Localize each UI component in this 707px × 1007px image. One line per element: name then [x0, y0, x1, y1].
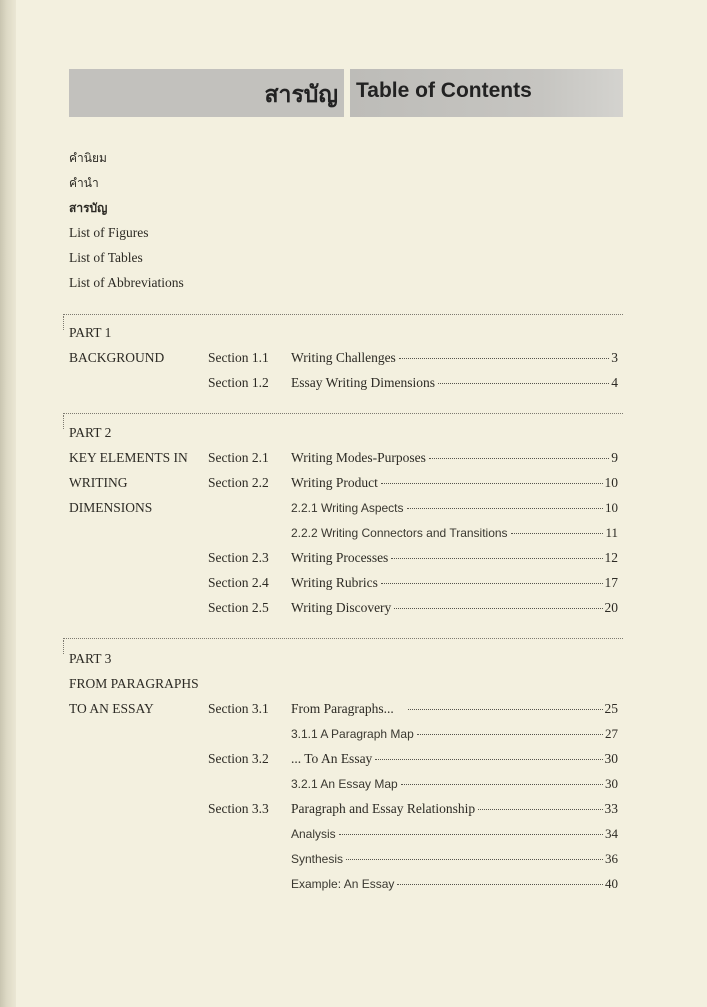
page-number: 30	[605, 776, 618, 791]
entry-title: 3.2.1 An Essay Map	[291, 777, 398, 791]
entry-title: Writing Processes	[291, 550, 389, 565]
toc-entry[interactable]	[291, 751, 618, 767]
front-matter-item[interactable]: สารบัญ	[69, 201, 108, 215]
part-divider-tick	[63, 640, 64, 654]
leader-dots	[438, 383, 609, 384]
front-matter-item[interactable]: คำนำ	[69, 176, 99, 190]
leader-dots	[339, 834, 603, 835]
leader-dots	[381, 483, 603, 484]
entry-title: Example: An Essay	[291, 877, 395, 891]
page-number: 10	[605, 500, 618, 515]
front-matter-item[interactable]: คำนิยม	[69, 151, 107, 165]
header-title-thai: สารบัญ	[264, 82, 338, 108]
leader-dots	[397, 884, 603, 885]
page-number: 30	[604, 751, 618, 766]
toc-entry[interactable]	[291, 801, 618, 817]
entry-title: Writing Product	[291, 475, 378, 490]
leader-dots	[399, 358, 609, 359]
part-subject: TO AN ESSAY	[69, 701, 154, 716]
toc-subentry[interactable]	[291, 851, 618, 867]
page-number: 34	[605, 826, 618, 841]
toc-subentry[interactable]	[291, 726, 618, 742]
entry-title: Writing Discovery	[291, 600, 392, 615]
page-number: 17	[604, 575, 618, 590]
toc-entry[interactable]	[291, 350, 618, 366]
book-spine-shadow	[0, 0, 16, 1007]
part-divider-tick	[63, 316, 64, 330]
section-number: Section 2.4	[208, 575, 269, 590]
toc-entry[interactable]	[291, 475, 618, 491]
entry-title: 2.2.1 Writing Aspects	[291, 501, 404, 515]
leader-dots	[408, 709, 603, 710]
toc-subentry[interactable]	[291, 876, 618, 892]
section-number: Section 3.1	[208, 701, 269, 716]
part-subject: KEY ELEMENTS IN	[69, 450, 188, 465]
section-number: Section 2.2	[208, 475, 269, 490]
page-number: 11	[605, 525, 618, 540]
page-header	[69, 69, 623, 117]
section-number: Section 2.3	[208, 550, 269, 565]
leader-dots	[346, 859, 603, 860]
leader-dots	[375, 759, 602, 760]
page-number: 9	[611, 450, 618, 465]
section-number: Section 3.3	[208, 801, 269, 816]
part-label: PART 3	[69, 651, 112, 666]
page-number: 40	[605, 876, 618, 891]
header-english-block	[350, 69, 623, 117]
entry-title: 3.1.1 A Paragraph Map	[291, 727, 414, 741]
entry-title: Analysis	[291, 827, 336, 841]
entry-title: Writing Rubrics	[291, 575, 378, 590]
part-label: PART 2	[69, 425, 112, 440]
entry-title: ... To An Essay	[291, 751, 373, 766]
front-matter-item[interactable]: List of Tables	[69, 250, 143, 265]
entry-title: Writing Challenges	[291, 350, 396, 365]
page-number: 3	[611, 350, 618, 365]
page-number: 27	[605, 726, 618, 741]
toc-entry[interactable]	[291, 575, 618, 591]
part-divider	[63, 314, 623, 315]
leader-dots	[391, 558, 602, 559]
toc-subentry[interactable]	[291, 776, 618, 792]
toc-entry[interactable]	[291, 701, 618, 717]
toc-subentry[interactable]	[291, 826, 618, 842]
toc-subentry[interactable]	[291, 525, 618, 541]
entry-title: Writing Modes-Purposes	[291, 450, 426, 465]
entry-title: Essay Writing Dimensions	[291, 375, 435, 390]
part-subject: FROM PARAGRAPHS	[69, 676, 199, 691]
page-number: 4	[611, 375, 618, 390]
entry-title: 2.2.2 Writing Connectors and Transitions	[291, 526, 508, 540]
leader-dots	[511, 533, 604, 534]
toc-entry[interactable]	[291, 600, 618, 616]
page-number: 10	[604, 475, 618, 490]
page-number: 25	[604, 701, 618, 716]
header-thai-block	[69, 69, 344, 117]
header-title-english: Table of Contents	[356, 79, 532, 102]
section-number: Section 3.2	[208, 751, 269, 766]
page-number: 20	[604, 600, 618, 615]
part-divider	[63, 413, 623, 414]
page-number: 33	[604, 801, 618, 816]
page-number: 36	[605, 851, 618, 866]
part-divider-tick	[63, 415, 64, 429]
leader-dots	[394, 608, 602, 609]
part-label: PART 1	[69, 325, 112, 340]
part-subject: BACKGROUND	[69, 350, 165, 365]
entry-title: From Paragraphs...	[291, 701, 394, 716]
front-matter-item[interactable]: List of Abbreviations	[69, 275, 184, 290]
toc-entry[interactable]	[291, 550, 618, 566]
part-subject: DIMENSIONS	[69, 500, 153, 515]
part-subject: WRITING	[69, 475, 128, 490]
leader-dots	[407, 508, 604, 509]
page-number: 12	[604, 550, 618, 565]
toc-subentry[interactable]	[291, 500, 618, 516]
toc-entry[interactable]	[291, 375, 618, 391]
leader-dots	[429, 458, 609, 459]
section-number: Section 1.2	[208, 375, 269, 390]
leader-dots	[401, 784, 603, 785]
section-number: Section 2.1	[208, 450, 269, 465]
part-divider	[63, 638, 623, 639]
front-matter-item[interactable]: List of Figures	[69, 225, 149, 240]
entry-title: Synthesis	[291, 852, 344, 866]
entry-title: Paragraph and Essay Relationship	[291, 801, 476, 816]
section-number: Section 2.5	[208, 600, 269, 615]
leader-dots	[417, 734, 603, 735]
section-number: Section 1.1	[208, 350, 269, 365]
leader-dots	[478, 809, 602, 810]
toc-entry[interactable]	[291, 450, 618, 466]
leader-dots	[381, 583, 603, 584]
